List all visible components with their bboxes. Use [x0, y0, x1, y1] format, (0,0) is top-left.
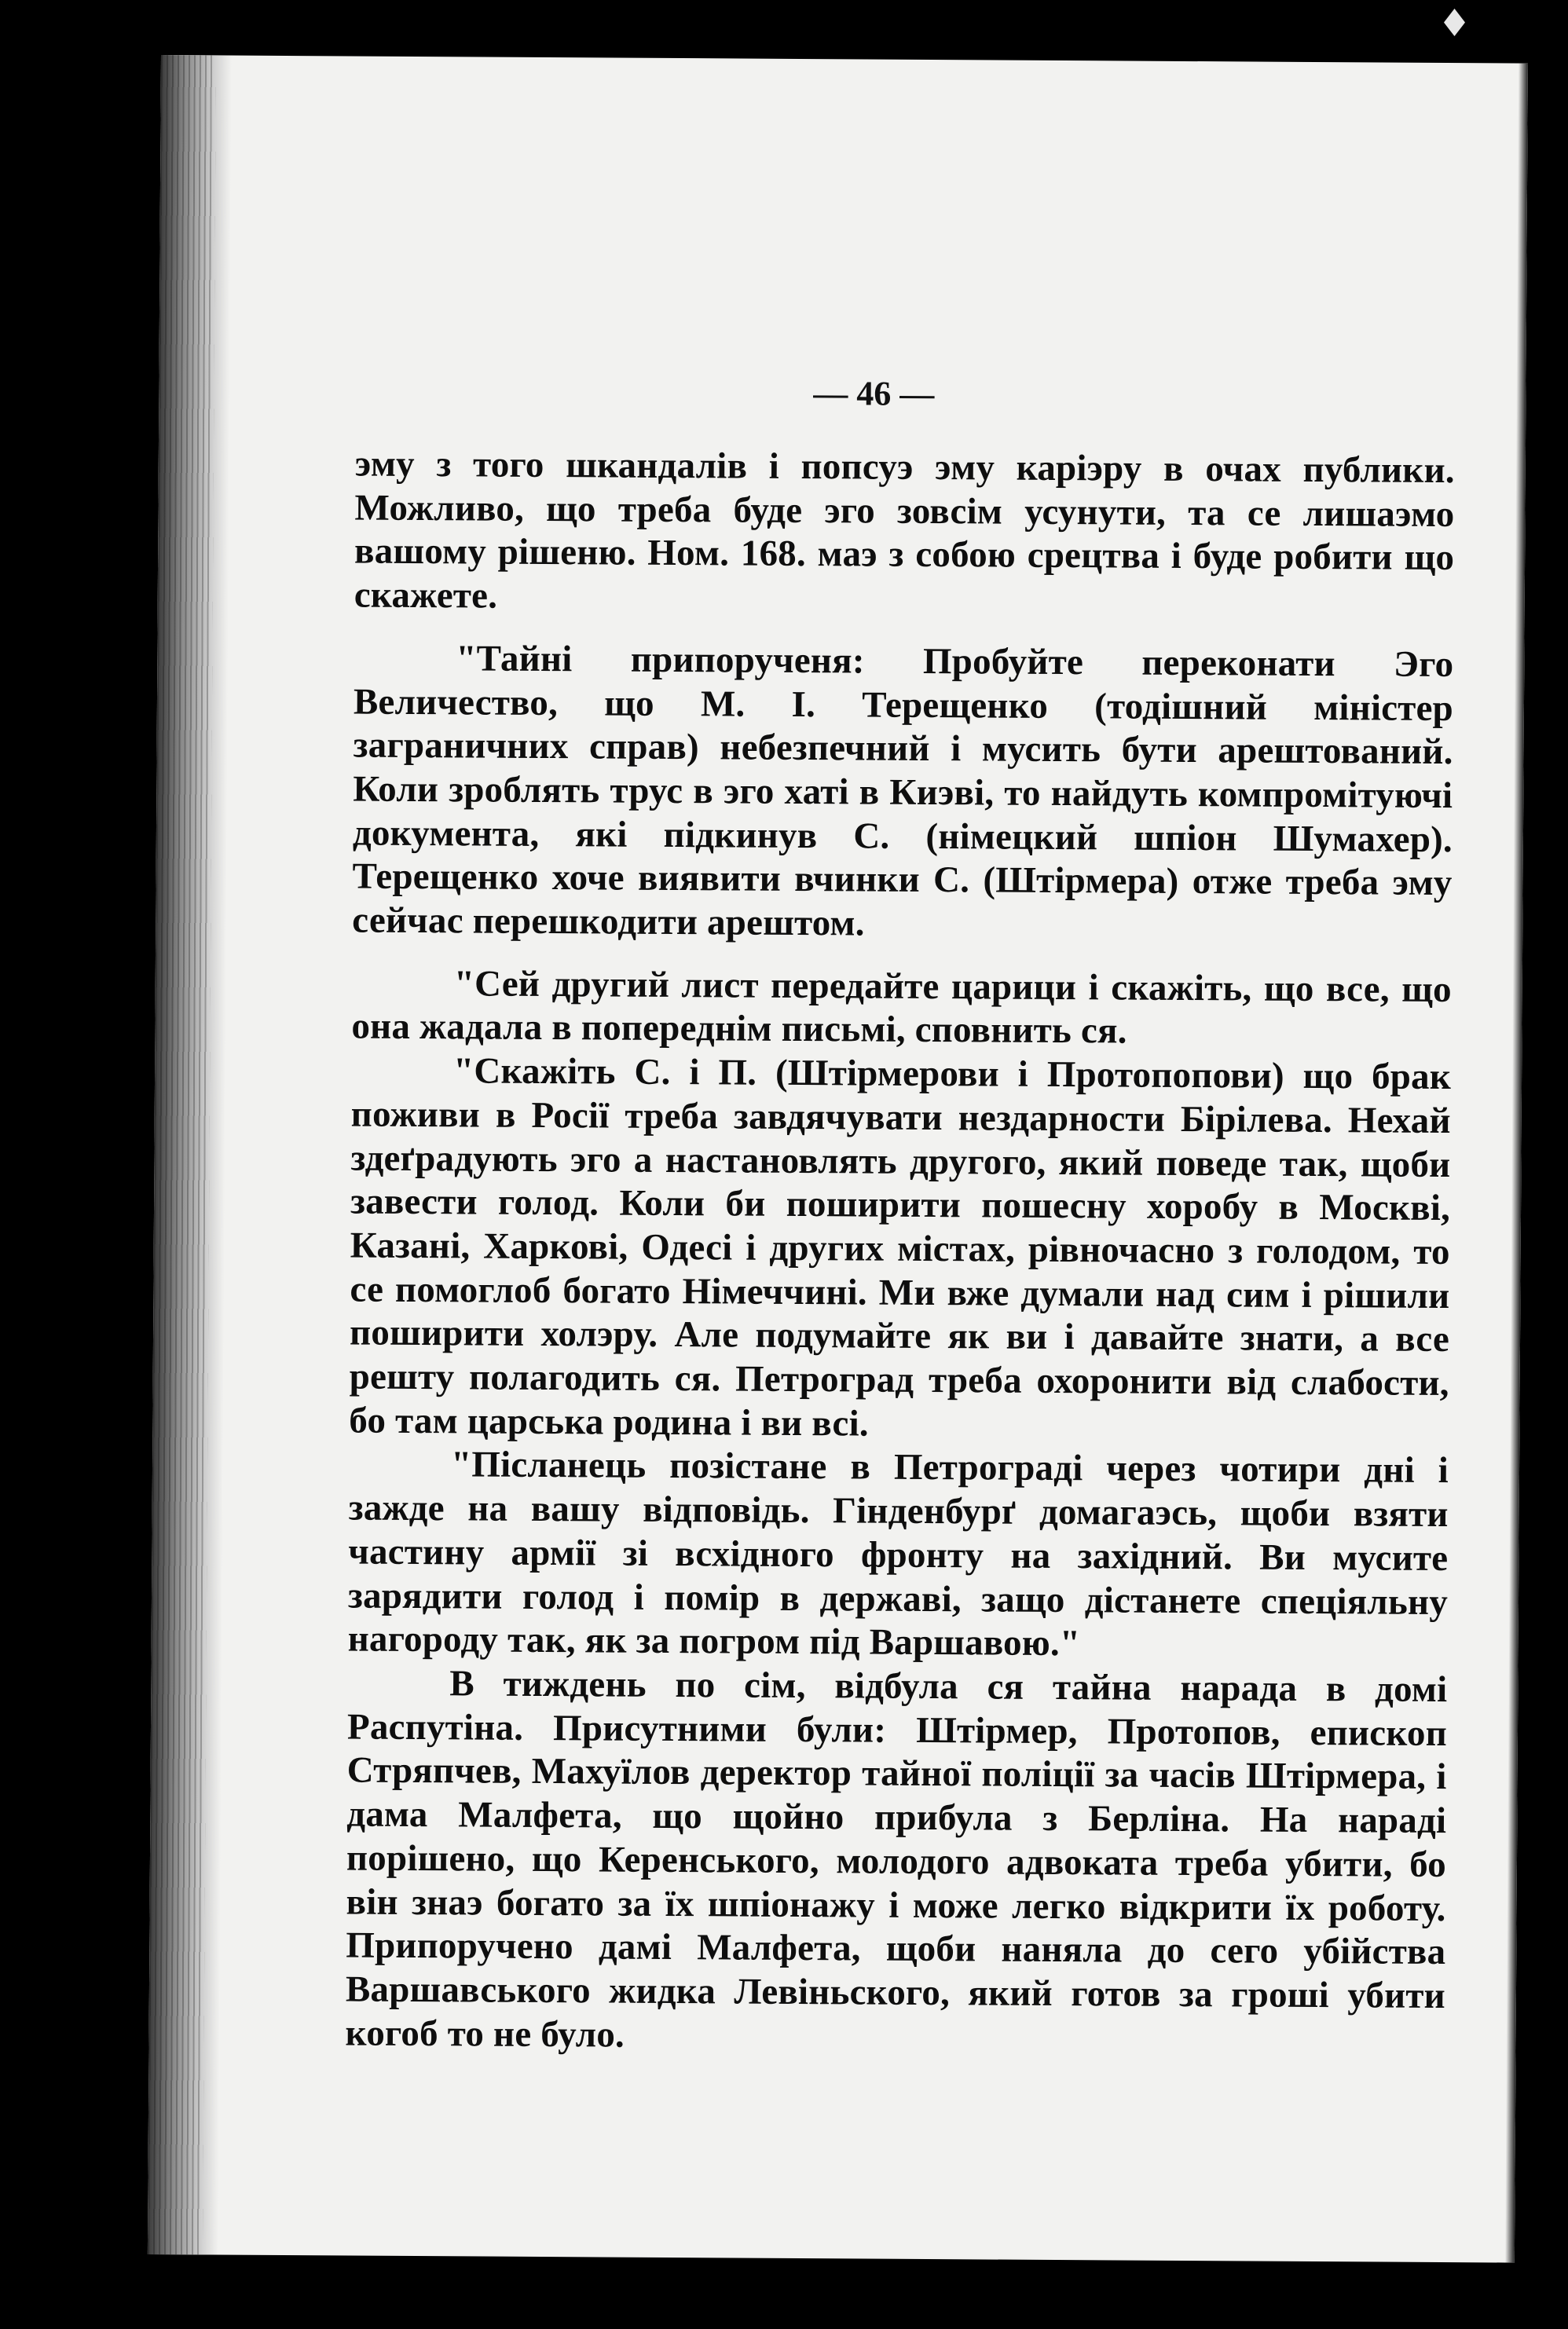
paragraph-4: "Скажіть С. і П. (Штірмерови і Протопопови) що брак поживи в Росії треба завдячувати нездарности Бірілева. Нехай здеґрадують эго а настановлять другого, який поведе так, щоби завести голод. Коли би поширити пошесну хоробу в Москві, Казані, Харкові, Одесі і других містах, рівночасно з голодом, то се помоглоб богато Німеччині. Ми вже думали над сим і рішили поширити холэру. Але подумайте як ви і давайте знати, а все решту полагодить ся. Петроград треба охоронити від слабости, бо там царська родина і ви всі.: [349, 1050, 1452, 1445]
paragraph-6: В тиждень по сім, відбула ся тайна нарада в домі Распутіна. Присутними були: Штірмер, Протопов, епископ Стряпчев, Махуїлов деректор тайної поліції за часів Штірмера, і дама Малфета, що щойно прибула з Берліна. На нараді порішено, що Керенського, молодого адвоката треба убити, бо він знаэ богато за їх шпіонажу і може легко відкрити їх роботу. Припоручено дамі Малфета, щоби наняла до сего убійства Варшавського жидка Левіньского, який готов за гроші убити когоб то не було.: [345, 1663, 1448, 2056]
page-number: — 46 —: [813, 374, 935, 414]
corner-mark-icon: ♦: [1438, 2, 1472, 46]
book-page: [148, 55, 1528, 2263]
paragraph-3: "Сей другий лист передайте царици і скажіть, що все, що она жадала в попереднім письмі, сповнить ся.: [351, 963, 1452, 1052]
paragraph-5: "Післанець позістане в Петрограді через чотири дні і зажде на вашу відповідь. Гінденбурґ домагаэсь, щоби взяти частину армії зі всхідного фронту на західний. Ви мусите зарядити голод і помір в державі, защо дістанете спеціяльну нагороду так, як за погром під Варшавою.": [347, 1444, 1449, 1664]
paragraph-2: "Тайні припорученя: Пробуйте переконати Эго Величество, що М. І. Терещенко (тодішний міністер заграничних справ) небезпечний і мусить бути арештований. Коли зроблять трус в эго хаті в Киэві, то найдуть компромітуючі документа, які підкинув С. (німецкий шпіон Шумахер). Терещенко хоче виявити вчинки С. (Штірмера) отже треба эму сейчас перешкодити арештом.: [352, 638, 1454, 944]
body-text: [345, 443, 1455, 2063]
paragraph-1: эму з того шкандалів і попсуэ эму каріэру в очах публики. Можливо, що треба буде эго зовсім усунути, та се лишаэмо вашому рішеню. Ном. 168. маэ з собою срецтва і буде робити що скажете.: [354, 443, 1455, 617]
